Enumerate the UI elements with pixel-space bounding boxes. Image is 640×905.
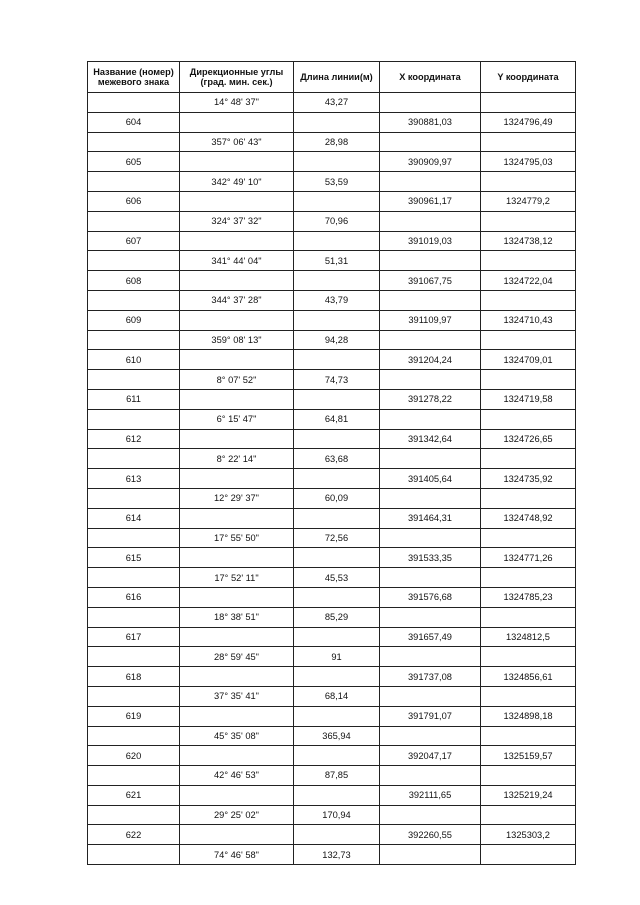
point-row bbox=[88, 112, 576, 132]
x-coordinate-cell: 391067,75 bbox=[380, 271, 481, 291]
line-length-cell: 87,85 bbox=[294, 766, 380, 786]
point-row bbox=[88, 429, 576, 449]
direction-angle-cell: 341° 44' 04" bbox=[180, 251, 294, 271]
x-coordinate-cell-empty bbox=[380, 528, 481, 548]
line-length-cell: 170,94 bbox=[294, 805, 380, 825]
y-coordinate-cell: 1324722,04 bbox=[481, 271, 576, 291]
point-name-cell-empty bbox=[88, 290, 180, 310]
line-row bbox=[88, 647, 576, 667]
y-coordinate-cell-empty bbox=[481, 211, 576, 231]
direction-angle-cell: 8° 22' 14" bbox=[180, 449, 294, 469]
x-coordinate-cell-empty bbox=[380, 607, 481, 627]
direction-angle-cell: 74° 46' 58" bbox=[180, 845, 294, 865]
point-name-cell-empty bbox=[88, 132, 180, 152]
x-coordinate-cell: 392047,17 bbox=[380, 746, 481, 766]
point-name-cell: 611 bbox=[88, 389, 180, 409]
direction-angle-cell-empty bbox=[180, 469, 294, 489]
y-coordinate-cell: 1324738,12 bbox=[481, 231, 576, 251]
y-coordinate-cell-empty bbox=[481, 528, 576, 548]
point-name-cell: 619 bbox=[88, 706, 180, 726]
line-length-cell-empty bbox=[294, 310, 380, 330]
x-coordinate-cell: 391278,22 bbox=[380, 389, 481, 409]
x-coordinate-cell: 391657,49 bbox=[380, 627, 481, 647]
point-name-cell-empty bbox=[88, 845, 180, 865]
y-coordinate-cell-empty bbox=[481, 409, 576, 429]
line-row bbox=[88, 449, 576, 469]
point-row bbox=[88, 746, 576, 766]
point-name-cell: 608 bbox=[88, 271, 180, 291]
direction-angle-cell-empty bbox=[180, 706, 294, 726]
line-length-cell-empty bbox=[294, 667, 380, 687]
point-name-cell: 605 bbox=[88, 152, 180, 172]
line-length-cell-empty bbox=[294, 152, 380, 172]
line-row bbox=[88, 251, 576, 271]
x-coordinate-cell: 391791,07 bbox=[380, 706, 481, 726]
x-coordinate-cell-empty bbox=[380, 686, 481, 706]
x-coordinate-cell-empty bbox=[380, 766, 481, 786]
line-length-cell-empty bbox=[294, 587, 380, 607]
line-row bbox=[88, 93, 576, 113]
direction-angle-cell: 8° 07' 52" bbox=[180, 370, 294, 390]
line-row bbox=[88, 528, 576, 548]
point-name-cell-empty bbox=[88, 251, 180, 271]
line-length-cell-empty bbox=[294, 627, 380, 647]
x-coordinate-cell: 392260,55 bbox=[380, 825, 481, 845]
x-coordinate-cell: 391737,08 bbox=[380, 667, 481, 687]
direction-angle-cell: 357° 06' 43" bbox=[180, 132, 294, 152]
line-length-cell: 43,79 bbox=[294, 290, 380, 310]
point-row bbox=[88, 825, 576, 845]
point-name-cell-empty bbox=[88, 93, 180, 113]
x-coordinate-cell-empty bbox=[380, 370, 481, 390]
line-length-cell: 70,96 bbox=[294, 211, 380, 231]
line-length-cell-empty bbox=[294, 231, 380, 251]
point-row bbox=[88, 627, 576, 647]
y-coordinate-cell: 1324748,92 bbox=[481, 508, 576, 528]
point-name-cell-empty bbox=[88, 488, 180, 508]
point-name-cell-empty bbox=[88, 647, 180, 667]
x-coordinate-cell-empty bbox=[380, 251, 481, 271]
line-row bbox=[88, 211, 576, 231]
x-coordinate-cell-empty bbox=[380, 211, 481, 231]
line-length-cell-empty bbox=[294, 389, 380, 409]
line-length-cell: 94,28 bbox=[294, 330, 380, 350]
x-coordinate-cell: 391533,35 bbox=[380, 548, 481, 568]
direction-angle-cell: 18° 38' 51" bbox=[180, 607, 294, 627]
x-coordinate-cell-empty bbox=[380, 647, 481, 667]
line-row bbox=[88, 766, 576, 786]
line-length-cell: 43,27 bbox=[294, 93, 380, 113]
line-row bbox=[88, 845, 576, 865]
header-direction-angle: Дирекционные углы (град. мин. сек.) bbox=[180, 62, 294, 93]
x-coordinate-cell: 391109,97 bbox=[380, 310, 481, 330]
point-name-cell: 616 bbox=[88, 587, 180, 607]
y-coordinate-cell: 1324719,58 bbox=[481, 389, 576, 409]
y-coordinate-cell: 1325303,2 bbox=[481, 825, 576, 845]
direction-angle-cell-empty bbox=[180, 231, 294, 251]
y-coordinate-cell: 1324898,18 bbox=[481, 706, 576, 726]
point-row bbox=[88, 587, 576, 607]
y-coordinate-cell: 1324771,26 bbox=[481, 548, 576, 568]
line-row bbox=[88, 290, 576, 310]
y-coordinate-cell: 1324709,01 bbox=[481, 350, 576, 370]
header-point-name: Название (номер) межевого знака bbox=[88, 62, 180, 93]
point-name-cell: 622 bbox=[88, 825, 180, 845]
line-row bbox=[88, 686, 576, 706]
y-coordinate-cell-empty bbox=[481, 251, 576, 271]
header-x-coordinate: X координата bbox=[380, 62, 481, 93]
point-name-cell: 617 bbox=[88, 627, 180, 647]
y-coordinate-cell-empty bbox=[481, 845, 576, 865]
point-row bbox=[88, 152, 576, 172]
y-coordinate-cell-empty bbox=[481, 726, 576, 746]
direction-angle-cell-empty bbox=[180, 627, 294, 647]
x-coordinate-cell: 390961,17 bbox=[380, 191, 481, 211]
point-row bbox=[88, 469, 576, 489]
line-length-cell-empty bbox=[294, 548, 380, 568]
direction-angle-cell: 324° 37' 32" bbox=[180, 211, 294, 231]
point-name-cell: 618 bbox=[88, 667, 180, 687]
line-length-cell-empty bbox=[294, 429, 380, 449]
direction-angle-cell: 342° 49' 10" bbox=[180, 172, 294, 192]
direction-angle-cell: 17° 55' 50" bbox=[180, 528, 294, 548]
point-name-cell: 609 bbox=[88, 310, 180, 330]
x-coordinate-cell-empty bbox=[380, 409, 481, 429]
line-length-cell-empty bbox=[294, 508, 380, 528]
x-coordinate-cell-empty bbox=[380, 330, 481, 350]
line-row bbox=[88, 370, 576, 390]
line-length-cell-empty bbox=[294, 191, 380, 211]
line-length-cell: 72,56 bbox=[294, 528, 380, 548]
direction-angle-cell-empty bbox=[180, 271, 294, 291]
point-name-cell: 610 bbox=[88, 350, 180, 370]
direction-angle-cell-empty bbox=[180, 825, 294, 845]
line-row bbox=[88, 726, 576, 746]
direction-angle-cell-empty bbox=[180, 350, 294, 370]
x-coordinate-cell: 391342,64 bbox=[380, 429, 481, 449]
y-coordinate-cell: 1325159,57 bbox=[481, 746, 576, 766]
y-coordinate-cell: 1324726,65 bbox=[481, 429, 576, 449]
direction-angle-cell: 29° 25' 02" bbox=[180, 805, 294, 825]
line-row bbox=[88, 330, 576, 350]
direction-angle-cell-empty bbox=[180, 548, 294, 568]
line-length-cell: 53,59 bbox=[294, 172, 380, 192]
x-coordinate-cell: 391464,31 bbox=[380, 508, 481, 528]
direction-angle-cell-empty bbox=[180, 310, 294, 330]
y-coordinate-cell: 1324795,03 bbox=[481, 152, 576, 172]
y-coordinate-cell: 1324856,61 bbox=[481, 667, 576, 687]
y-coordinate-cell-empty bbox=[481, 132, 576, 152]
y-coordinate-cell-empty bbox=[481, 607, 576, 627]
direction-angle-cell-empty bbox=[180, 152, 294, 172]
point-name-cell-empty bbox=[88, 726, 180, 746]
line-length-cell-empty bbox=[294, 271, 380, 291]
line-length-cell-empty bbox=[294, 785, 380, 805]
header-line-length: Длина линии(м) bbox=[294, 62, 380, 93]
point-name-cell-empty bbox=[88, 172, 180, 192]
direction-angle-cell: 45° 35' 08" bbox=[180, 726, 294, 746]
line-length-cell: 64,81 bbox=[294, 409, 380, 429]
line-length-cell-empty bbox=[294, 746, 380, 766]
direction-angle-cell-empty bbox=[180, 191, 294, 211]
x-coordinate-cell-empty bbox=[380, 449, 481, 469]
point-name-cell: 613 bbox=[88, 469, 180, 489]
line-length-cell-empty bbox=[294, 469, 380, 489]
point-name-cell-empty bbox=[88, 805, 180, 825]
point-name-cell-empty bbox=[88, 211, 180, 231]
direction-angle-cell: 28° 59' 45" bbox=[180, 647, 294, 667]
line-length-cell: 63,68 bbox=[294, 449, 380, 469]
line-row bbox=[88, 132, 576, 152]
header-y-coordinate: Y координата bbox=[481, 62, 576, 93]
direction-angle-cell-empty bbox=[180, 587, 294, 607]
direction-angle-cell: 17° 52' 11" bbox=[180, 568, 294, 588]
point-name-cell-empty bbox=[88, 766, 180, 786]
x-coordinate-cell-empty bbox=[380, 488, 481, 508]
y-coordinate-cell-empty bbox=[481, 290, 576, 310]
point-name-cell: 615 bbox=[88, 548, 180, 568]
y-coordinate-cell-empty bbox=[481, 370, 576, 390]
direction-angle-cell: 37° 35' 41" bbox=[180, 686, 294, 706]
point-name-cell-empty bbox=[88, 449, 180, 469]
y-coordinate-cell: 1324779,2 bbox=[481, 191, 576, 211]
line-row bbox=[88, 607, 576, 627]
direction-angle-cell: 359° 08' 13" bbox=[180, 330, 294, 350]
y-coordinate-cell-empty bbox=[481, 805, 576, 825]
point-name-cell: 607 bbox=[88, 231, 180, 251]
point-name-cell-empty bbox=[88, 607, 180, 627]
line-row bbox=[88, 488, 576, 508]
point-name-cell: 604 bbox=[88, 112, 180, 132]
x-coordinate-cell: 391204,24 bbox=[380, 350, 481, 370]
x-coordinate-cell-empty bbox=[380, 726, 481, 746]
line-length-cell: 132,73 bbox=[294, 845, 380, 865]
line-length-cell: 91 bbox=[294, 647, 380, 667]
direction-angle-cell-empty bbox=[180, 667, 294, 687]
y-coordinate-cell-empty bbox=[481, 488, 576, 508]
x-coordinate-cell-empty bbox=[380, 172, 481, 192]
x-coordinate-cell: 390881,03 bbox=[380, 112, 481, 132]
y-coordinate-cell-empty bbox=[481, 686, 576, 706]
x-coordinate-cell-empty bbox=[380, 290, 481, 310]
x-coordinate-cell-empty bbox=[380, 132, 481, 152]
line-length-cell: 365,94 bbox=[294, 726, 380, 746]
survey-coordinates-table bbox=[87, 61, 576, 865]
point-row bbox=[88, 389, 576, 409]
point-name-cell-empty bbox=[88, 686, 180, 706]
y-coordinate-cell-empty bbox=[481, 568, 576, 588]
x-coordinate-cell: 390909,97 bbox=[380, 152, 481, 172]
direction-angle-cell: 6° 15' 47" bbox=[180, 409, 294, 429]
point-name-cell: 614 bbox=[88, 508, 180, 528]
point-name-cell-empty bbox=[88, 528, 180, 548]
y-coordinate-cell-empty bbox=[481, 93, 576, 113]
line-length-cell: 51,31 bbox=[294, 251, 380, 271]
line-length-cell-empty bbox=[294, 706, 380, 726]
line-length-cell: 60,09 bbox=[294, 488, 380, 508]
point-name-cell-empty bbox=[88, 568, 180, 588]
x-coordinate-cell: 391405,64 bbox=[380, 469, 481, 489]
point-row bbox=[88, 706, 576, 726]
point-row bbox=[88, 271, 576, 291]
x-coordinate-cell-empty bbox=[380, 845, 481, 865]
line-row bbox=[88, 172, 576, 192]
line-length-cell: 68,14 bbox=[294, 686, 380, 706]
point-name-cell: 620 bbox=[88, 746, 180, 766]
line-row bbox=[88, 568, 576, 588]
direction-angle-cell-empty bbox=[180, 746, 294, 766]
line-length-cell-empty bbox=[294, 825, 380, 845]
line-length-cell: 74,73 bbox=[294, 370, 380, 390]
line-length-cell: 45,53 bbox=[294, 568, 380, 588]
line-row bbox=[88, 409, 576, 429]
point-row bbox=[88, 350, 576, 370]
direction-angle-cell: 14° 48' 37" bbox=[180, 93, 294, 113]
x-coordinate-cell-empty bbox=[380, 568, 481, 588]
x-coordinate-cell-empty bbox=[380, 805, 481, 825]
point-name-cell-empty bbox=[88, 330, 180, 350]
point-name-cell-empty bbox=[88, 409, 180, 429]
header-row bbox=[88, 62, 576, 93]
point-row bbox=[88, 785, 576, 805]
direction-angle-cell-empty bbox=[180, 508, 294, 528]
direction-angle-cell: 42° 46' 53" bbox=[180, 766, 294, 786]
direction-angle-cell-empty bbox=[180, 389, 294, 409]
line-length-cell-empty bbox=[294, 350, 380, 370]
point-name-cell: 606 bbox=[88, 191, 180, 211]
x-coordinate-cell: 391576,68 bbox=[380, 587, 481, 607]
y-coordinate-cell: 1325219,24 bbox=[481, 785, 576, 805]
y-coordinate-cell: 1324785,23 bbox=[481, 587, 576, 607]
point-name-cell-empty bbox=[88, 370, 180, 390]
line-length-cell: 85,29 bbox=[294, 607, 380, 627]
y-coordinate-cell: 1324735,92 bbox=[481, 469, 576, 489]
line-row bbox=[88, 805, 576, 825]
x-coordinate-cell: 391019,03 bbox=[380, 231, 481, 251]
point-row bbox=[88, 231, 576, 251]
table-body bbox=[88, 93, 576, 865]
y-coordinate-cell: 1324812,5 bbox=[481, 627, 576, 647]
x-coordinate-cell: 392111,65 bbox=[380, 785, 481, 805]
point-name-cell: 621 bbox=[88, 785, 180, 805]
point-name-cell: 612 bbox=[88, 429, 180, 449]
point-row bbox=[88, 667, 576, 687]
y-coordinate-cell-empty bbox=[481, 766, 576, 786]
y-coordinate-cell: 1324710,43 bbox=[481, 310, 576, 330]
x-coordinate-cell-empty bbox=[380, 93, 481, 113]
line-length-cell-empty bbox=[294, 112, 380, 132]
point-row bbox=[88, 191, 576, 211]
y-coordinate-cell-empty bbox=[481, 449, 576, 469]
y-coordinate-cell: 1324796,49 bbox=[481, 112, 576, 132]
point-row bbox=[88, 508, 576, 528]
direction-angle-cell-empty bbox=[180, 429, 294, 449]
direction-angle-cell-empty bbox=[180, 112, 294, 132]
point-row bbox=[88, 310, 576, 330]
point-row bbox=[88, 548, 576, 568]
direction-angle-cell-empty bbox=[180, 785, 294, 805]
y-coordinate-cell-empty bbox=[481, 330, 576, 350]
y-coordinate-cell-empty bbox=[481, 647, 576, 667]
direction-angle-cell: 344° 37' 28" bbox=[180, 290, 294, 310]
line-length-cell: 28,98 bbox=[294, 132, 380, 152]
direction-angle-cell: 12° 29' 37" bbox=[180, 488, 294, 508]
y-coordinate-cell-empty bbox=[481, 172, 576, 192]
